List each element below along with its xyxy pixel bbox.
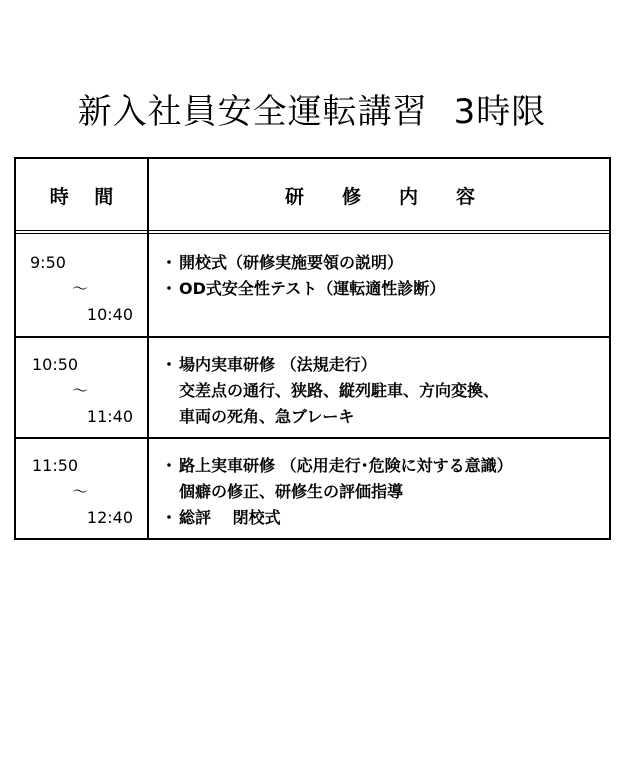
content-line xyxy=(161,453,611,479)
content-cell xyxy=(161,250,611,302)
content-text: 車両の死角、急ブレーキ xyxy=(179,407,355,426)
time-cell xyxy=(16,250,147,328)
content-text: 総評 閉校式 xyxy=(179,508,281,527)
table-row xyxy=(16,236,609,338)
time-separator: ～ xyxy=(72,381,89,400)
time-start: 9:50 xyxy=(30,253,66,272)
content-line xyxy=(161,250,611,276)
bullet-mark: ・ xyxy=(161,508,178,527)
content-text: 交差点の通行、狭路、縦列駐車、方向変換、 xyxy=(179,381,500,400)
time-start: 11:50 xyxy=(32,456,79,475)
bullet-mark: ・ xyxy=(161,355,178,374)
content-line xyxy=(161,479,611,505)
content-text: 場内実車研修 （法規走行） xyxy=(179,355,377,374)
time-end: 10:40 xyxy=(86,305,133,324)
bullet-mark: ・ xyxy=(161,456,178,475)
content-cell xyxy=(161,352,611,430)
content-line xyxy=(161,404,611,430)
table-row xyxy=(16,439,609,538)
header-time: 時 間 xyxy=(49,186,114,208)
schedule-table xyxy=(14,157,611,540)
content-line xyxy=(161,352,611,378)
content-cell xyxy=(161,453,611,531)
time-cell xyxy=(16,453,147,531)
content-line xyxy=(161,378,611,404)
bullet-mark: ・ xyxy=(161,279,178,298)
time-cell xyxy=(16,352,147,430)
title-period: 3時限 xyxy=(453,92,547,132)
page-title xyxy=(0,90,624,134)
time-start: 10:50 xyxy=(32,355,79,374)
title-main: 新入社員安全運転講習 xyxy=(77,92,428,132)
table-row xyxy=(16,338,609,439)
time-end: 11:40 xyxy=(86,407,133,426)
table-header xyxy=(16,159,609,234)
bullet-mark: ・ xyxy=(161,253,178,272)
content-text: OD式安全性テスト（運転適性診断） xyxy=(179,279,446,298)
content-line xyxy=(161,505,611,531)
content-line xyxy=(161,276,611,302)
content-text: 開校式（研修実施要領の説明） xyxy=(179,253,404,272)
content-text: 路上実車研修 （応用走行･危険に対する意識） xyxy=(179,456,513,475)
time-separator: ～ xyxy=(72,279,89,298)
time-end: 12:40 xyxy=(86,508,133,527)
content-text: 個癖の修正、研修生の評価指導 xyxy=(179,482,404,501)
header-content: 研 修 内 容 xyxy=(284,186,475,208)
time-separator: ～ xyxy=(72,482,89,501)
